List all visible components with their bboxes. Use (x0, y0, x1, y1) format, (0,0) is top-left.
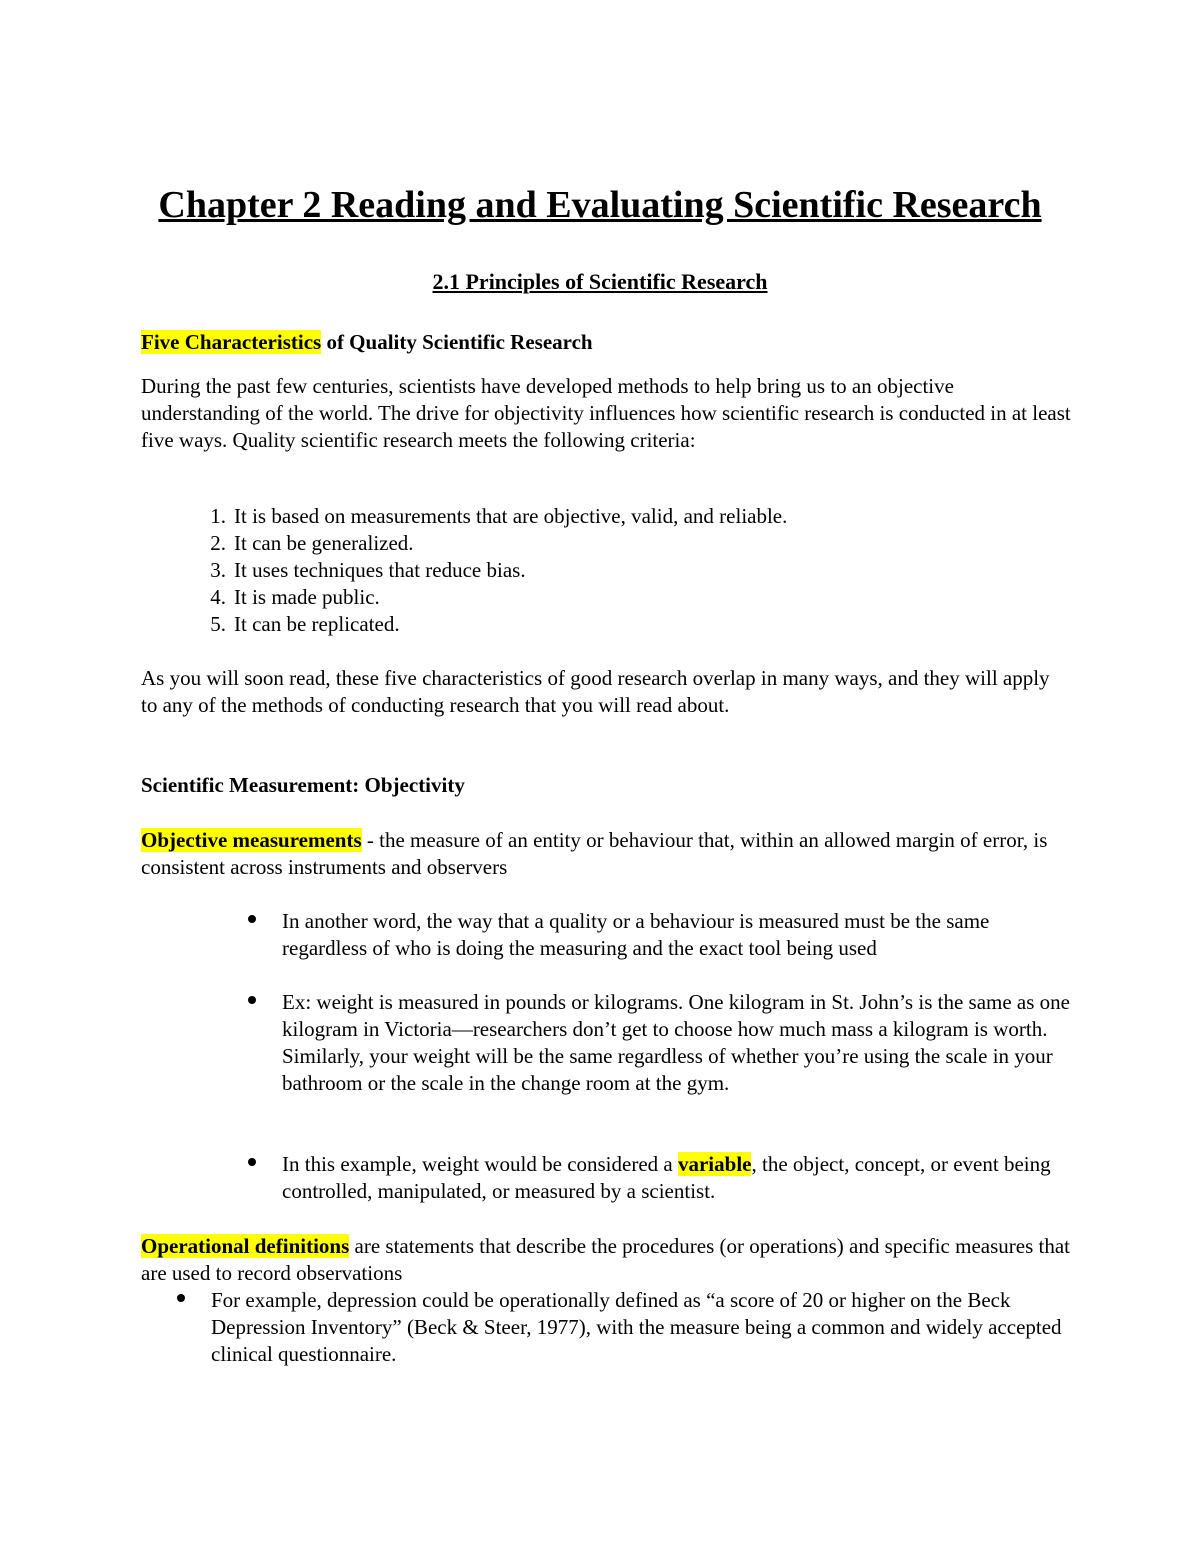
bullet-item: Ex: weight is measured in pounds or kilograms. One kilogram in St. John’s is the same as one kilogram in Victoria—researchers don’t get to choose how much mass a kilogram is worth. Similarly, your weight will be the same regardless of whether you’re using the scale in your bathroom or the scale in the change room at the gym. (282, 990, 1070, 1095)
bullet-icon (248, 915, 256, 923)
bullet-icon (248, 1158, 256, 1166)
bullet-item: In another word, the way that a quality or a behaviour is measured must be the same regardless of who is doing the measuring and the exact tool being used (282, 909, 990, 960)
bullet-item: For example, depression could be operationally defined as “a score of 20 or higher on the Beck Depression Inventory” (Beck & Steer, 1977), with the measure being a common and widely accepted clinical questionnaire. (211, 1288, 1062, 1366)
highlighted-term: Five Characteristics (141, 330, 322, 354)
objectivity-heading: Scientific Measurement: Objectivity (141, 773, 465, 797)
objective-definition (141, 827, 1071, 881)
highlighted-term: Objective measurements (141, 828, 362, 852)
list-item: It is based on measurements that are objective, valid, and reliable. (234, 504, 788, 528)
intro-paragraph: During the past few centuries, scientists have developed methods to help bring us to an objective understanding of the world. The drive for objectivity influences how scientific research is conducted in at least five ways. Quality scientific research meets the following criteria: (141, 374, 1071, 452)
highlighted-term: Operational definitions (141, 1234, 350, 1258)
list-item: It can be replicated. (234, 612, 400, 636)
list-number: 5. (210, 612, 226, 636)
highlighted-term: variable (677, 1152, 752, 1176)
list-item: It can be generalized. (234, 531, 414, 555)
list-number: 3. (210, 558, 226, 582)
page-title: Chapter 2 Reading and Evaluating Scientific Research (158, 184, 1042, 226)
overlap-paragraph: As you will soon read, these five characteristics of good research overlap in many ways, and they will apply to any of the methods of conducting research that you will read about. (141, 666, 1050, 717)
bullet-text-before: In this example, weight would be considered a (282, 1152, 678, 1176)
operational-definition (141, 1233, 1071, 1287)
definition-text: are statements that describe the procedures (or operations) and specific measures that are used to record observations (141, 1234, 1070, 1285)
section-heading: 2.1 Principles of Scientific Research (432, 269, 768, 294)
bullet-text-after: , the object, concept, or event being controlled, manipulated, or measured by a scientist. (282, 1152, 1051, 1203)
list-item: It uses techniques that reduce bias. (234, 558, 526, 582)
definition-text: - the measure of an entity or behaviour that, within an allowed margin of error, is consistent across instruments and observers (141, 828, 1048, 879)
list-number: 1. (210, 504, 226, 528)
list-number: 2. (210, 531, 226, 555)
list-number: 4. (210, 585, 226, 609)
variable-bullet (282, 1151, 1072, 1205)
bullet-icon (248, 996, 256, 1004)
list-item: It is made public. (234, 585, 380, 609)
heading-rest: of Quality Scientific Research (321, 330, 593, 354)
five-characteristics-heading (141, 329, 1071, 356)
bullet-icon (177, 1294, 185, 1302)
